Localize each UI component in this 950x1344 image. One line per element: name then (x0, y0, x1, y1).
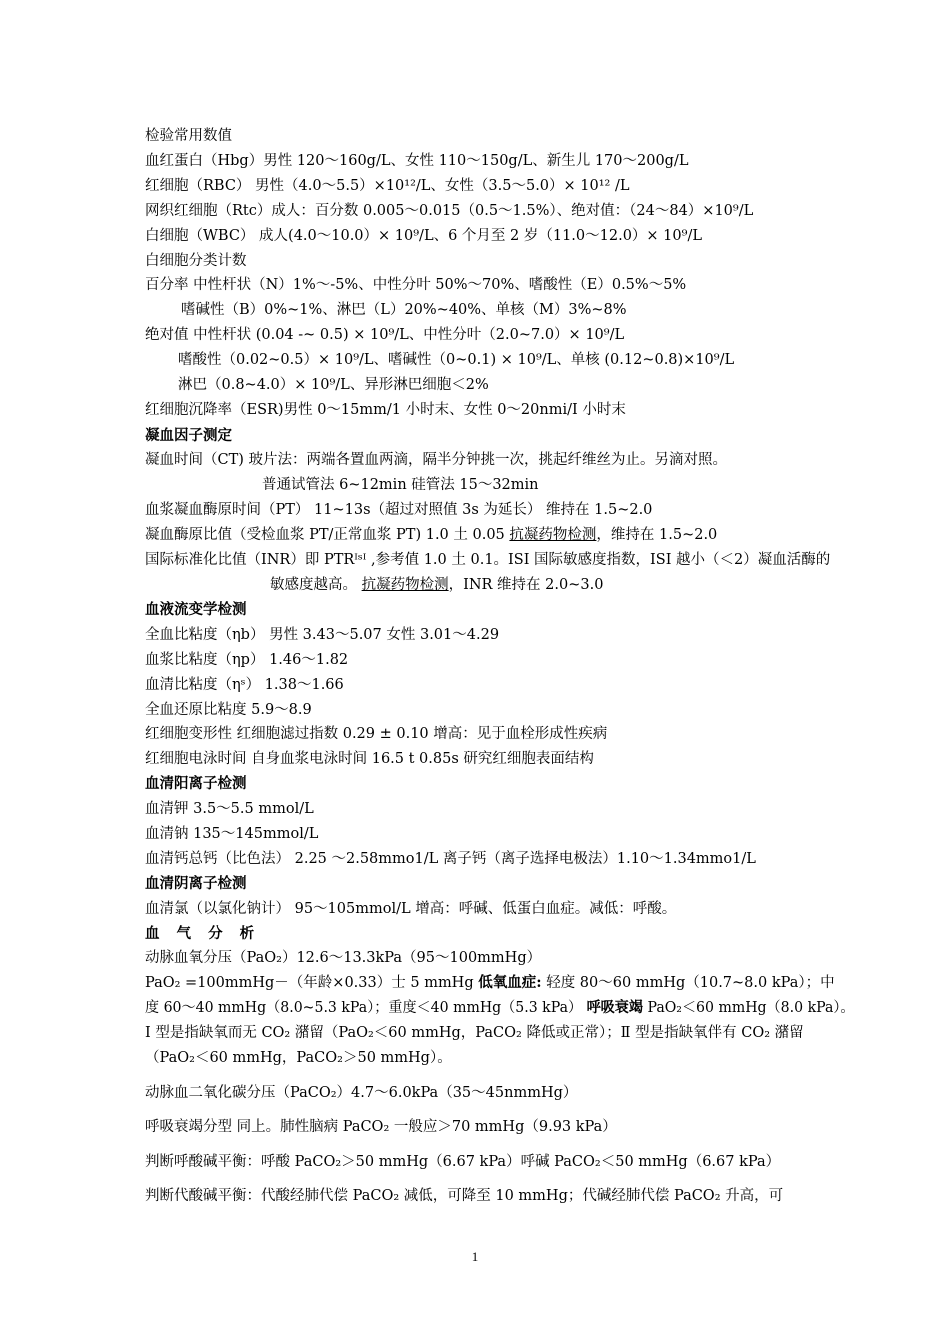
text-line: 凝血时间（CT) 玻片法：两端各置血两滴，隔半分钟挑一次，挑起纤维丝为止。另滴对照。 (145, 452, 728, 468)
text-line: 动脉血二氧化碳分压（PaCO₂）4.7～6.0kPa（35～45nmmHg） (145, 1085, 578, 1101)
text-line: 红细胞沉降率（ESR)男性 0～15mm/1 小时末、女性 0～20nmi/I 小时末 (145, 402, 626, 418)
bold-term: 呼吸衰竭 (586, 999, 643, 1016)
text-segment: 敏感度越高。 (270, 577, 362, 593)
text-line (145, 999, 855, 1017)
section-heading: 血清阳离子检测 (145, 776, 247, 792)
text-line: 红细胞变形性 红细胞滤过指数 0.29 ± 0.10 增高：见于血栓形成性疾病 (145, 726, 608, 742)
text-line: 普通试管法 6~12min 硅管法 15～32min (262, 477, 539, 493)
text-segment: ，INR 维持在 2.0~3.0 (448, 577, 604, 593)
text-line: 白细胞（WBC） 成人(4.0～10.0）× 10⁹/L、6 个月至 2 岁（11.0～12.0）× 10⁹/L (145, 228, 702, 244)
section-heading: 血 气 分 析 (145, 926, 261, 942)
text-line: （PaO₂＜60 mmHg，PaCO₂＞50 mmHg）。 (145, 1050, 452, 1066)
text-line: 血清钾 3.5～5.5 mmol/L (145, 801, 314, 817)
text-line: 国际标准化比值（INR）即 PTRᴵˢᴵ ,参考值 1.0 土 0.1。ISI 国际敏感度指数，ISI 越小（＜2）凝血活酶的 (145, 552, 831, 568)
text-line: 动脉血氧分压（PaO₂）12.6～13.3kPa（95～100mmHg） (145, 950, 542, 966)
text-line: 白细胞分类计数 (145, 253, 247, 269)
text-segment: 轻度 80～60 mmHg（10.7~8.0 kPa）；中 (541, 975, 835, 991)
text-segment: 凝血酶原比值（受检血浆 PT/正常血浆 PT) 1.0 土 0.05 (145, 527, 510, 543)
section-heading: 血清阴离子检测 (145, 876, 247, 892)
text-line: 全血还原比粘度 5.9～8.9 (145, 702, 312, 718)
underlined-text: 抗凝药物检测 (361, 577, 449, 593)
text-line: 血清比粘度（ηˢ） 1.38～1.66 (145, 677, 344, 693)
text-line: 红细胞（RBC） 男性（4.0～5.5）×10¹²/L、女性（3.5～5.0）× 10¹² /L (145, 178, 630, 194)
text-line: 血清氯（以氯化钠计） 95～105mmol/L 增高：呼碱、低蛋白血症。减低：呼酸。 (145, 901, 677, 917)
text-line: 血清钠 135～145mmol/L (145, 826, 319, 842)
text-line: 血浆比粘度（ηp） 1.46～1.82 (145, 652, 349, 668)
bold-term: 低氧血症: (478, 974, 542, 991)
text-line: 呼吸衰竭分型 同上。肺性脑病 PaCO₂ 一般应＞70 mmHg（9.93 kPa） (145, 1119, 617, 1135)
text-line: 嗜酸性（0.02~0.5）× 10⁹/L、嗜碱性（0~0.1) × 10⁹/L、单核 (0.12~0.8)×10⁹/L (178, 352, 735, 368)
text-segment: 度 60～40 mmHg（8.0~5.3 kPa）；重度＜40 mmHg（5.3 kPa） (145, 1000, 587, 1016)
section-heading: 血液流变学检测 (145, 602, 247, 618)
text-line: 嗜碱性（B）0%~1%、淋巴（L）20%~40%、单核（M）3%~8% (181, 302, 627, 318)
section-heading: 凝血因子测定 (145, 428, 232, 444)
text-line: 血红蛋白（Hbg）男性 120～160g/L、女性 110～150g/L、新生儿 170～200g/L (145, 153, 689, 169)
text-line: 红细胞电泳时间 自身血浆电泳时间 16.5 t 0.85s 研究红细胞表面结构 (145, 751, 594, 767)
text-line (145, 974, 835, 992)
text-segment: PaO₂＜60 mmHg（8.0 kPa）。 (642, 1000, 855, 1016)
text-line: 网织红细胞（Rtc）成人：百分数 0.005～0.015（0.5～1.5%）、绝对值：（24～84）×10⁹/L (145, 203, 754, 219)
doc-title: 检验常用数值 (145, 128, 232, 144)
text-line: 血浆凝血酶原时间（PT） 11~13s（超过对照值 3s 为延长） 维持在 1.5~2.0 (145, 502, 653, 518)
page-number: 1 (471, 1249, 479, 1264)
text-line (145, 526, 717, 544)
text-line: 血清钙总钙（比色法） 2.25 ～2.58mmo1/L 离子钙（离子选择电极法）1.10～1.34mmo1/L (145, 851, 756, 867)
text-line: 百分率 中性杆状（N）1%～-5%、中性分叶 50%～70%、嗜酸性（E）0.5%～5% (145, 277, 687, 293)
text-line: 判断代酸碱平衡：代酸经肺代偿 PaCO₂ 减低，可降至 10 mmHg；代碱经肺代偿 PaCO₂ 升高，可 (145, 1188, 784, 1204)
text-line: 全血比粘度（ηb） 男性 3.43～5.07 女性 3.01～4.29 (145, 627, 500, 643)
text-segment: ，维持在 1.5~2.0 (596, 527, 718, 543)
text-line (270, 576, 603, 594)
underlined-text: 抗凝药物检测 (509, 527, 597, 543)
text-segment: PaO₂ =100mmHg－（年龄×0.33）士 5 mmHg (145, 975, 479, 991)
text-line: 判断呼酸碱平衡：呼酸 PaCO₂＞50 mmHg（6.67 kPa）呼碱 PaCO₂＜50 mmHg（6.67 kPa） (145, 1154, 781, 1170)
text-line: Ⅰ 型是指缺氧而无 CO₂ 潴留（PaO₂＜60 mmHg，PaCO₂ 降低或正常）；Ⅱ 型是指缺氧伴有 CO₂ 潴留 (145, 1025, 804, 1041)
text-line: 淋巴（0.8~4.0）× 10⁹/L、异形淋巴细胞＜2% (178, 377, 489, 393)
text-line: 绝对值 中性杆状 (0.04 -~ 0.5) × 10⁹/L、中性分叶（2.0~7.0）× 10⁹/L (145, 327, 625, 343)
